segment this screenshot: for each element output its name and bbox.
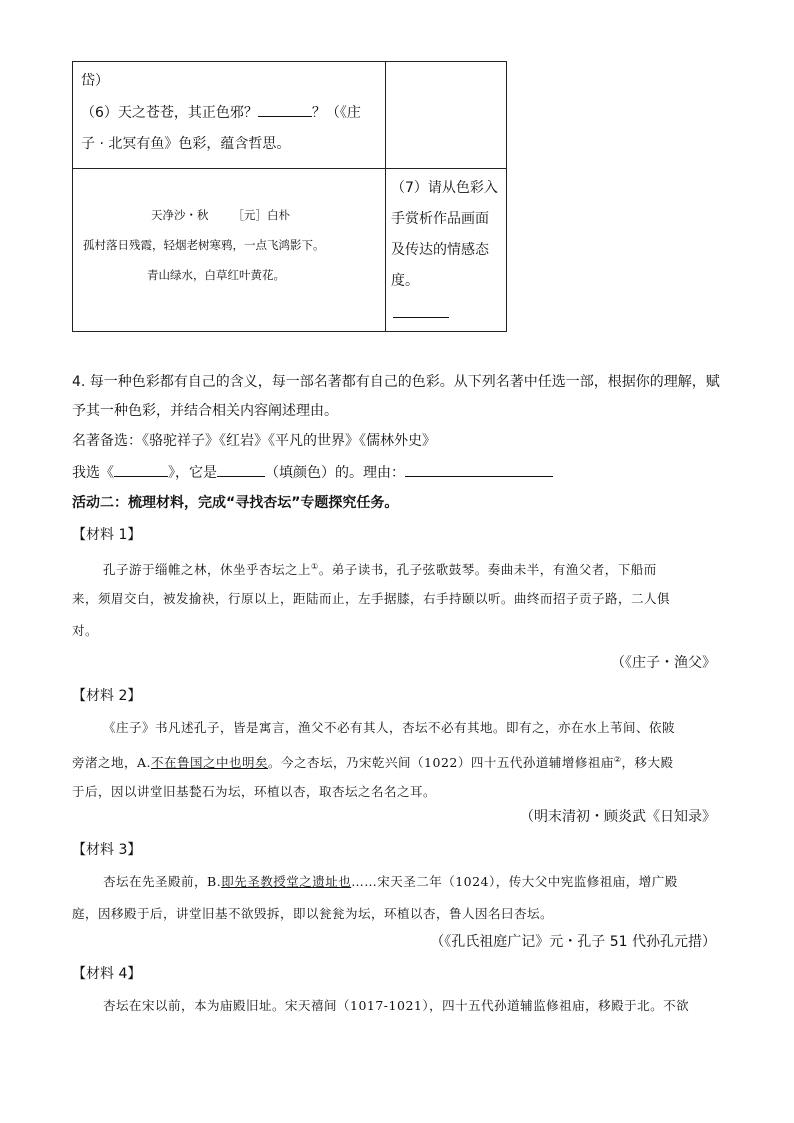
poem-title: 天净沙・秋: [151, 208, 209, 222]
answer-blank[interactable]: [258, 102, 312, 117]
question-4-text: 4. 每一种色彩都有自己的含义，每一部名著都有自己的色彩。从下列名著中任选一部，根据你的理解，赋: [72, 374, 720, 390]
question-7: 及传达的情感态: [391, 242, 489, 258]
marker-A: A.: [137, 755, 152, 771]
material-text: 于后，因以讲堂旧基甃石为坛，环植以杏，取杏坛之名名之耳。: [72, 784, 437, 799]
answer-text: 》，它是: [168, 465, 217, 481]
material-label: 【材料 1】: [72, 527, 142, 543]
poem-line: 青山绿水，白草红叶黄花。: [147, 268, 285, 282]
question-7: 手赏析作品画面: [391, 211, 489, 227]
material-text: 对。: [72, 623, 99, 638]
material-text: [103, 557, 657, 580]
material-text: 来，须眉交白，被发揄袂，行原以上，距陆而止，左手据膝，右手持颐以听。曲终而招子贡子路，二人俱: [72, 591, 671, 606]
material-label: 【材料 2】: [72, 688, 142, 704]
table-divider: [73, 168, 506, 169]
material-source: （《庄子・渔父》: [611, 655, 716, 671]
question-6-text: （6）天之苍苍，其正色邪？: [81, 105, 258, 121]
material-text: 庭，因移殿于后，讲堂旧基不欲毁拆，即以瓮瓮为坛，环植以杏，鲁人因名曰杏坛。: [72, 906, 554, 921]
material-text-part: 杏坛在先圣殿前，: [103, 874, 208, 889]
material-source: （《孔氏祖庭广记》元・孔子 51 代孙孔元措）: [430, 934, 716, 950]
material-text-part: 旁渚之地，: [72, 755, 138, 771]
footnote-mark: ②: [613, 755, 622, 764]
question-table: [72, 61, 507, 332]
footnote-mark: ①: [311, 562, 319, 571]
reason-blank[interactable]: [405, 462, 553, 477]
poem-author: ［元］白朴: [232, 208, 290, 222]
activity-heading: 活动二：梳理材料，完成“寻找杏坛”专题探究任务。: [72, 495, 399, 511]
material-text-part: ……宋天圣二年（1024），传大父中宪监修祖庙，增广殿: [351, 874, 678, 889]
marker-B: B.: [207, 874, 222, 889]
material-text: 《庄子》书凡述孔子，皆是寓言，渔父不必有其人，杏坛不必有其地。即有之，亦在水上苇间、依陂: [103, 720, 676, 735]
answer-text: （填颜色）的。理由：: [265, 465, 405, 481]
book-blank[interactable]: [114, 462, 168, 477]
material-text-part: 。今之杏坛，乃宋乾兴间（1022）四十五代孙道辅增修祖庙: [268, 755, 614, 771]
material-text: 杏坛在宋以前，本为庙殿旧址。宋天禧间（1017-1021），四十五代孙道辅监修祖庙，移殿于北。不欲: [103, 998, 690, 1013]
question-4-text: 予其一种色彩，并结合相关内容阐述理由。: [72, 403, 338, 419]
answer-blank[interactable]: [393, 317, 449, 318]
underlined-sentence-B: 即先圣教授堂之遗址也: [221, 874, 352, 889]
question-7: （7）请从色彩入: [391, 180, 498, 196]
material-source: （明末清初・顾炎武《日知录》: [520, 809, 716, 825]
cell-text: 子 · 北冥有鱼》色彩，蕴含哲思。: [81, 136, 291, 152]
material-label: 【材料 4】: [72, 966, 142, 982]
material-text-part: 孔子游于缁帷之林，休坐乎杏坛之上: [103, 562, 312, 578]
cell-text: 岱）: [81, 73, 109, 89]
material-text: [103, 872, 678, 892]
question-7: 度。: [391, 273, 419, 289]
question-4-answer-line: [72, 462, 553, 483]
material-text: [72, 750, 674, 773]
poem-title-line: [151, 200, 290, 230]
question-6: [81, 98, 361, 129]
material-label: 【材料 3】: [72, 842, 142, 858]
material-text-part: 。弟子读书，孔子弦歌鼓琴。奏曲未半，有渔父者，下船而: [318, 562, 657, 578]
table-divider: [385, 62, 386, 331]
color-blank[interactable]: [217, 462, 265, 477]
material-text-part: ，移大殿: [621, 755, 674, 771]
poem-line: 孤村落日残霞，轻烟老树寒鸦，一点飞鸿影下。: [83, 238, 325, 252]
underlined-sentence-A: 不在鲁国之中也明矣: [151, 755, 269, 771]
book-options: 名著备选：《骆驼祥子》《红岩》《平凡的世界》《儒林外史》: [72, 433, 436, 449]
question-6-text: ？（《庄: [311, 105, 361, 121]
answer-text: 我选《: [72, 465, 114, 481]
